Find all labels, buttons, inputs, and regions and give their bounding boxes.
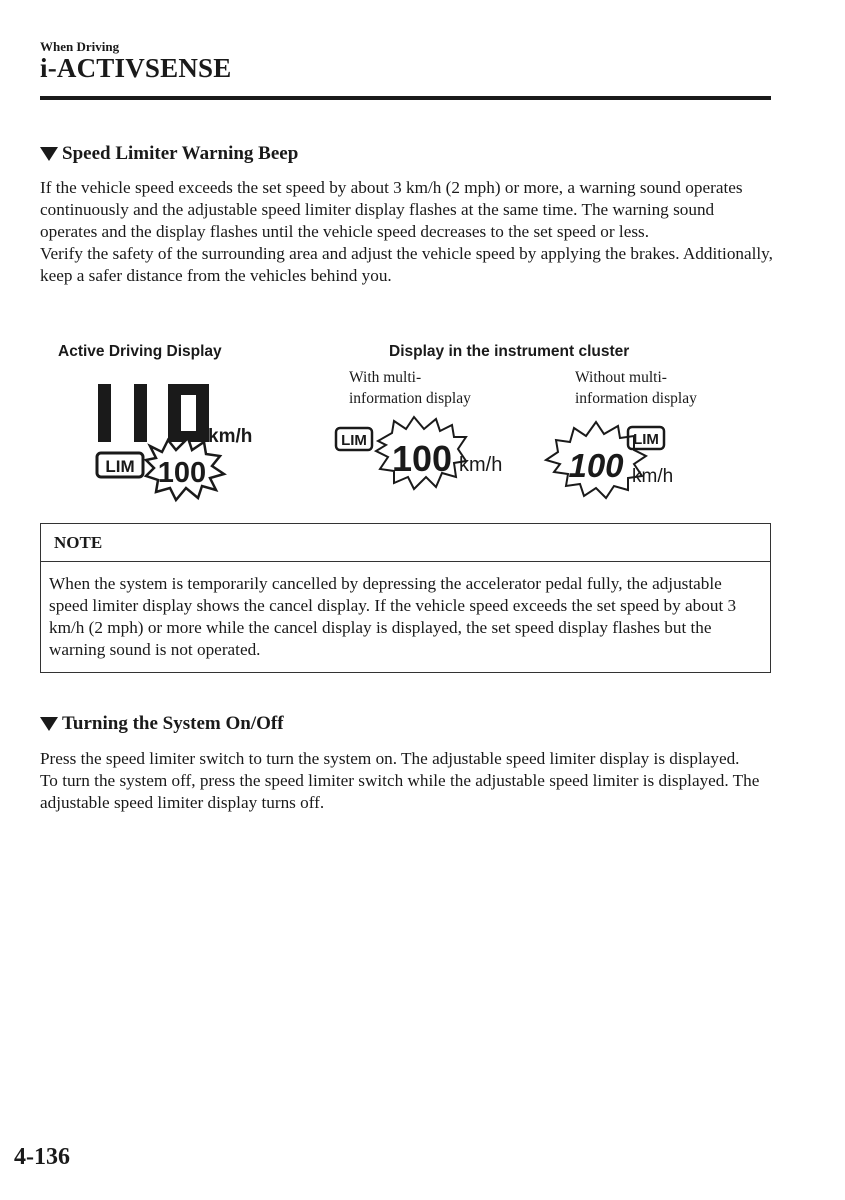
paragraph: Verify the safety of the surrounding area and adjust the vehicle speed by applying the brakes. Additionally, keep a safer distance from the vehicles behind you. — [40, 244, 773, 285]
without-set-speed: 100 — [568, 447, 624, 484]
heading-turning-system-on-off — [40, 713, 284, 735]
with-lim-label: LIM — [341, 432, 367, 449]
header-rule — [40, 96, 771, 100]
add-current-speed — [98, 384, 209, 442]
note-box — [40, 523, 771, 673]
add-lim-label: LIM — [105, 457, 135, 476]
add-set-speed: 100 — [157, 457, 207, 489]
section-label: When Driving — [40, 39, 120, 54]
section1-body — [40, 177, 775, 287]
active-driving-display-illustration — [90, 378, 270, 503]
with-set-speed: 100 — [391, 438, 453, 479]
cluster-without-mid-illustration — [540, 420, 700, 500]
heading-text: Turning the System On/Off — [62, 713, 284, 734]
add-unit: km/h — [208, 426, 253, 447]
heading-text: Speed Limiter Warning Beep — [62, 143, 299, 164]
cluster-with-mid-illustration — [334, 415, 524, 495]
paragraph: Press the speed limiter switch to turn the system on. The adjustable speed limiter display is displayed. — [40, 749, 740, 768]
note-text: When the system is temporarily cancelled by depressing the accelerator pedal fully, the adjustable speed limiter display shows the cancel display. If the vehicle speed exceeds the set speed by about 3 km/h (2 mph) or more while the cancel display is displayed, the set speed display flashes but the warning sound is not operated. — [49, 574, 737, 659]
sublabel-with-mid: With multi- information display — [349, 369, 471, 407]
section2-body — [40, 748, 775, 814]
without-unit: km/h — [632, 466, 674, 487]
figure-label-instrument-cluster: Display in the instrument cluster — [389, 343, 630, 360]
without-lim-label: LIM — [633, 431, 659, 448]
note-title: NOTE — [41, 524, 770, 562]
sublabel-without-mid: Without multi- information display — [575, 369, 697, 407]
with-unit: km/h — [459, 454, 503, 476]
triangle-bullet-icon — [40, 717, 58, 731]
paragraph: If the vehicle speed exceeds the set speed by about 3 km/h (2 mph) or more, a warning sound operates continuously and the adjustable speed limiter display flashes at the same time. The warning sound operates and the display flashes until the vehicle speed decreases to the set speed or less. — [40, 178, 743, 241]
figure-label-active-driving-display: Active Driving Display — [58, 343, 222, 360]
triangle-bullet-icon — [40, 147, 58, 161]
page-number: 4-136 — [14, 1144, 70, 1170]
page-title: i-ACTIVSENSE — [40, 53, 232, 83]
heading-speed-limiter-warning-beep — [40, 143, 298, 165]
paragraph: To turn the system off, press the speed limiter switch while the adjustable speed limiter is displayed. The adjustable speed limiter display turns off. — [40, 771, 760, 812]
